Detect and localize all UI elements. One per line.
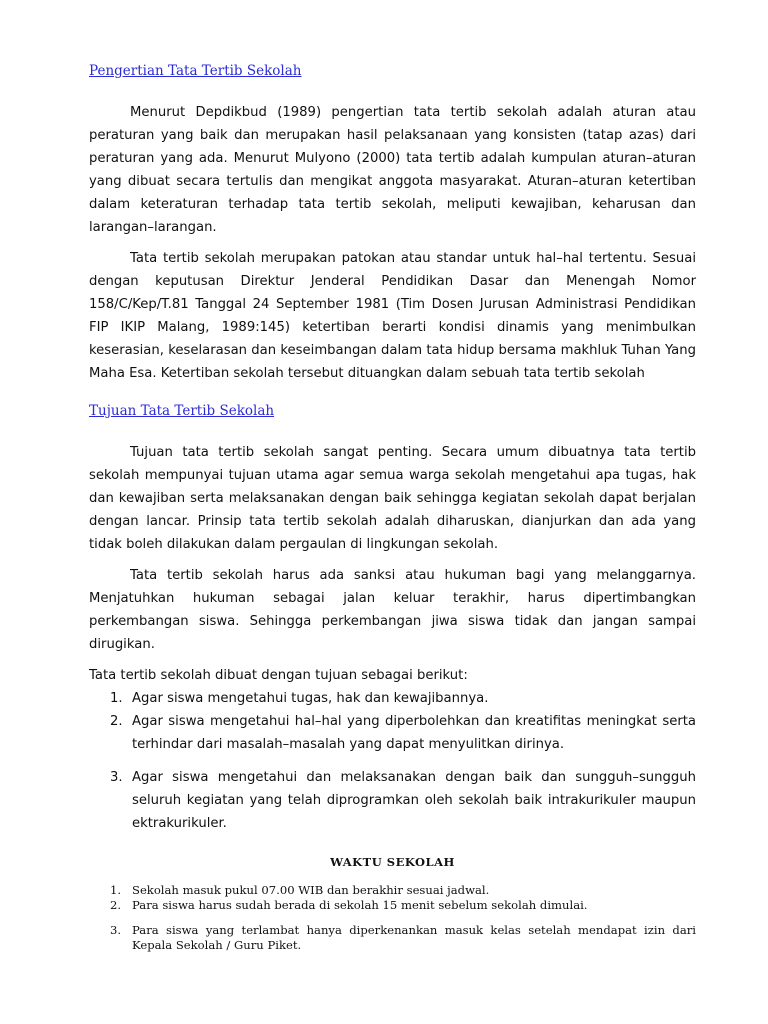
goals-intro: Tata tertib sekolah dibuat dengan tujuan sebagai berikut: xyxy=(89,668,468,683)
paragraph-pengertian-1: Menurut Depdikbud (1989) pengertian tata tertib sekolah adalah aturan atau peraturan yang baik dan merupakan hasil pelaksanaan yang konsisten (tatap azas) dari peraturan yang ada. Menurut Mulyono (2000) tata tertib adalah kumpulan aturan–aturan yang dibuat secara tertulis dan mengikat anggota masyarakat. Aturan–aturan ketertiban dalam keteraturan terhadap tata tertib sekolah, meliputi kewajiban, keharusan dan larangan–larangan. xyxy=(89,105,696,235)
list-item xyxy=(89,687,696,710)
heading-waktu-sekolah: WAKTU SEKOLAH xyxy=(330,855,455,869)
paragraph-pengertian-2: Tata tertib sekolah merupakan patokan atau standar untuk hal–hal tertentu. Sesuai dengan keputusan Direktur Jenderal Pendidikan Dasar dan Menengah Nomor 158/C/Kep/T.81 Tanggal 24 September 1981 (Tim Dosen Jurusan Administrasi Pendidikan FIP IKIP Malang, 1989:145) ketertiban berarti kondisi dinamis yang menimbulkan keserasian, keselarasan dan keseimbangan dalam tata hidup bersama makhluk Tuhan Yang Maha Esa. Ketertiban sekolah tersebut dituangkan dalam sebuah tata tertib sekolah xyxy=(89,251,696,381)
list-number: 1. xyxy=(110,883,122,897)
list-text: Agar siswa mengetahui tugas, hak dan kewajibannya. xyxy=(132,691,489,706)
list-item xyxy=(89,898,696,913)
paragraph-tujuan-1: Tujuan tata tertib sekolah sangat penting. Secara umum dibuatnya tata tertib sekolah mempunyai tujuan utama agar semua warga sekolah mengetahui apa tugas, hak dan kewajiban serta melaksanakan dengan baik sehingga kegiatan sekolah dapat berjalan dengan lancar. Prinsip tata tertib sekolah adalah diharuskan, dianjurkan dan ada yang tidak boleh dilakukan dalam pergaulan di lingkungan sekolah. xyxy=(89,445,696,552)
paragraph-tujuan-2: Tata tertib sekolah harus ada sanksi atau hukuman bagi yang melanggarnya. Menjatuhkan hukuman sebagai jalan keluar terakhir, harus dipertimbangkan perkembangan siswa. Sehingga perkembangan jiwa siswa tidak dan jangan sampai dirugikan. xyxy=(89,568,696,652)
list-item xyxy=(89,883,696,898)
list-text: Sekolah masuk pukul 07.00 WIB dan berakhir sesuai jadwal. xyxy=(132,883,490,897)
list-number: 2. xyxy=(110,714,123,729)
list-text: Para siswa yang terlambat hanya diperkenankan masuk kelas setelah mendapat izin dari Kepala Sekolah / Guru Piket. xyxy=(132,923,696,952)
rules-list xyxy=(89,883,696,953)
list-text: Para siswa harus sudah berada di sekolah 15 menit sebelum sekolah dimulai. xyxy=(132,898,588,912)
list-item xyxy=(89,923,696,953)
heading-pengertian: Pengertian Tata Tertib Sekolah xyxy=(89,63,302,79)
heading-tujuan: Tujuan Tata Tertib Sekolah xyxy=(89,403,275,419)
list-item xyxy=(89,766,696,835)
list-number: 3. xyxy=(110,770,123,785)
list-number: 3. xyxy=(110,923,122,937)
list-item xyxy=(89,710,696,756)
list-text: Agar siswa mengetahui hal–hal yang diperbolehkan dan kreatifitas meningkat serta terhindar dari masalah–masalah yang dapat menyulitkan dirinya. xyxy=(132,714,696,752)
list-text: Agar siswa mengetahui dan melaksanakan dengan baik dan sungguh–sungguh seluruh kegiatan yang telah diprogramkan oleh sekolah baik intrakurikuler maupun ektrakurikuler. xyxy=(132,770,696,831)
list-number: 2. xyxy=(110,898,122,912)
list-number: 1. xyxy=(110,691,123,706)
goals-list xyxy=(89,687,696,835)
